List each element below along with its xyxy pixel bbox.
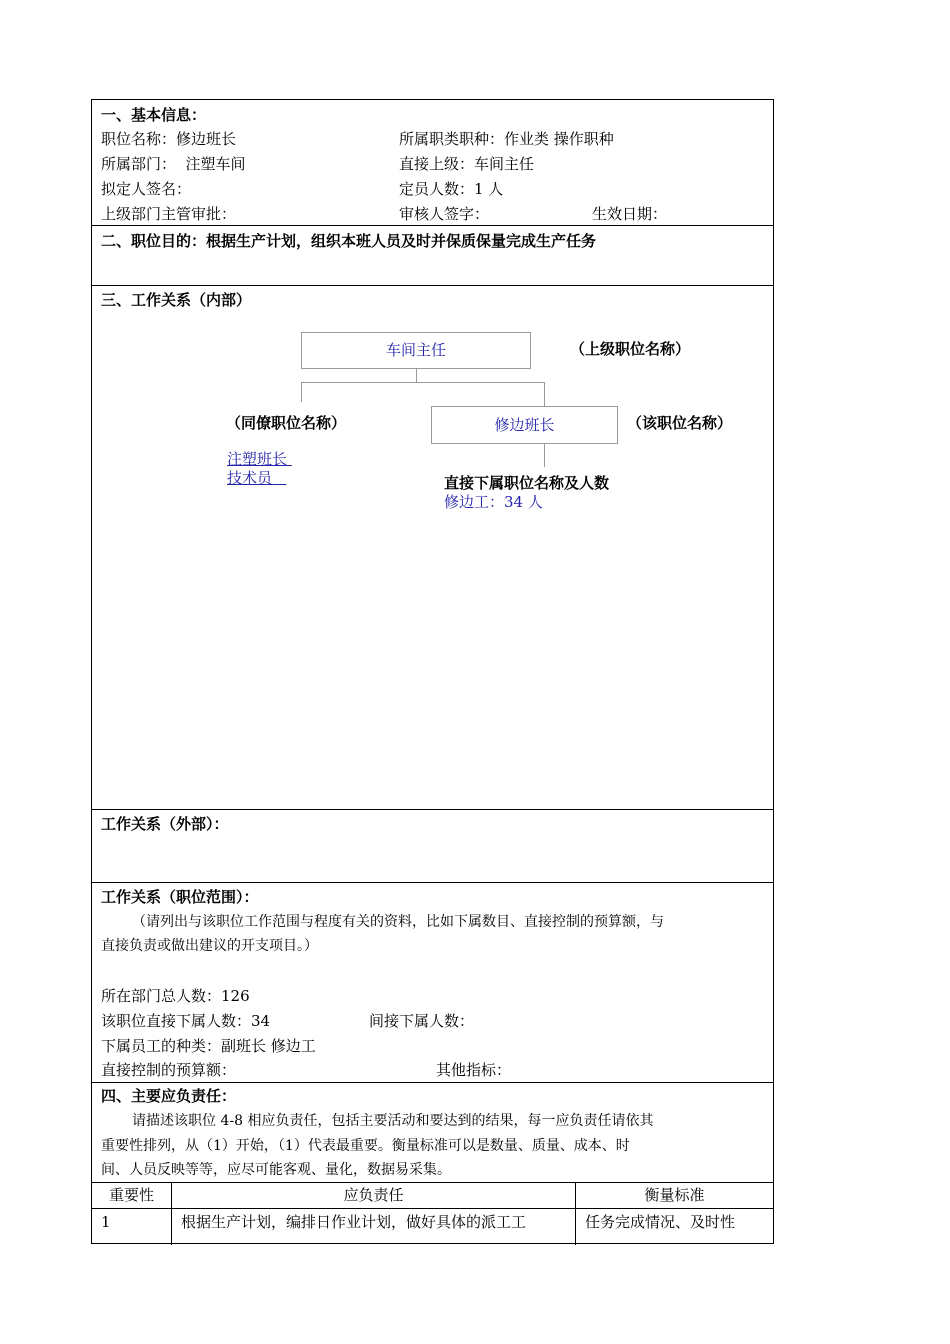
job-family: 所属职类职种：作业类 操作职种 (399, 130, 614, 148)
subordinate-heading: 直接下属职位名称及人数 (444, 474, 610, 492)
scope-heading: 工作关系（职位范围）： (101, 888, 259, 906)
basic-info-heading: 一、基本信息： (101, 106, 207, 124)
external-relations-heading: 工作关系（外部）： (101, 815, 229, 833)
peer-label: （同僚职位名称） (226, 414, 347, 432)
other-indicators: 其他指标： (436, 1061, 512, 1079)
row-measure: 任务完成情况、及时性 (585, 1213, 736, 1231)
duties-desc-line2: 重要性排列，从（1）开始，（1）代表最重要。衡量标准可以是数量、质量、成本、时 (101, 1138, 630, 1154)
duties-desc-line1: 请描述该职位 4-8 相应负责任，包括主要活动和要达到的结果，每一应负责任请依其 (132, 1113, 654, 1129)
header-importance: 重要性 (92, 1183, 172, 1208)
duties-heading: 四、主要应负责任： (101, 1087, 237, 1105)
self-label: （该职位名称） (627, 414, 733, 432)
peer-item: 注塑班长 (227, 450, 292, 468)
connector-right-drop (544, 382, 545, 406)
scope-section (91, 882, 774, 1083)
connector-horizontal (301, 382, 545, 383)
dept-approval: 上级部门主管审批： (101, 205, 237, 223)
basic-info-section (91, 99, 774, 226)
dept-total: 所在部门总人数：126 (101, 987, 250, 1005)
drafter-signature: 拟定人签名： (101, 180, 192, 198)
direct-subordinates: 该职位直接下属人数：34 (101, 1012, 271, 1030)
headcount: 定员人数：1 人 (399, 180, 504, 198)
self-box: 修边班长 (431, 406, 618, 444)
department: 所属部门： 注塑车间 (101, 155, 246, 173)
connector-left-drop (301, 382, 302, 402)
effective-date: 生效日期： (592, 205, 668, 223)
subordinate-types: 下属员工的种类：副班长 修边工 (101, 1037, 316, 1055)
internal-relations-section (91, 285, 774, 810)
budget: 直接控制的预算额： (101, 1061, 237, 1079)
purpose-text: 二、职位目的：根据生产计划，组织本班人员及时并保质保量完成生产任务 (101, 232, 597, 250)
header-duty: 应负责任 (172, 1183, 576, 1208)
purpose-section (91, 225, 774, 286)
duties-desc-line3: 间、人员反映等等，应尽可能客观、量化，数据易采集。 (101, 1162, 451, 1178)
connector-subordinate (544, 444, 545, 467)
external-relations-section (91, 809, 774, 883)
superior-box: 车间主任 (301, 332, 531, 369)
duties-section (91, 1082, 774, 1244)
row-duty: 根据生产计划，编排日作业计划，做好具体的派工工 (172, 1209, 576, 1245)
duties-table (92, 1182, 773, 1245)
superior-label: （上级职位名称） (570, 340, 691, 358)
internal-relations-heading: 三、工作关系（内部） (101, 291, 252, 309)
header-measure: 衡量标准 (644, 1186, 705, 1204)
indirect-subordinates: 间接下属人数： (369, 1012, 475, 1030)
table-row (92, 1209, 773, 1245)
connector-vertical-top (416, 369, 417, 382)
subordinate-item: 修边工：34 人 (444, 493, 543, 511)
reviewer-signature: 审核人签字： (399, 205, 490, 223)
row-importance: 1 (92, 1209, 172, 1245)
table-header-row (92, 1183, 773, 1209)
scope-note-line1: （请列出与该职位工作范围与程度有关的资料，比如下属数目、直接控制的预算额，与 (132, 914, 664, 930)
position-name: 职位名称：修边班长 (101, 130, 237, 148)
scope-note-line2: 直接负责或做出建议的开支项目。） (101, 938, 318, 954)
peer-item: 技术员 (227, 469, 287, 487)
direct-superior: 直接上级：车间主任 (399, 155, 535, 173)
